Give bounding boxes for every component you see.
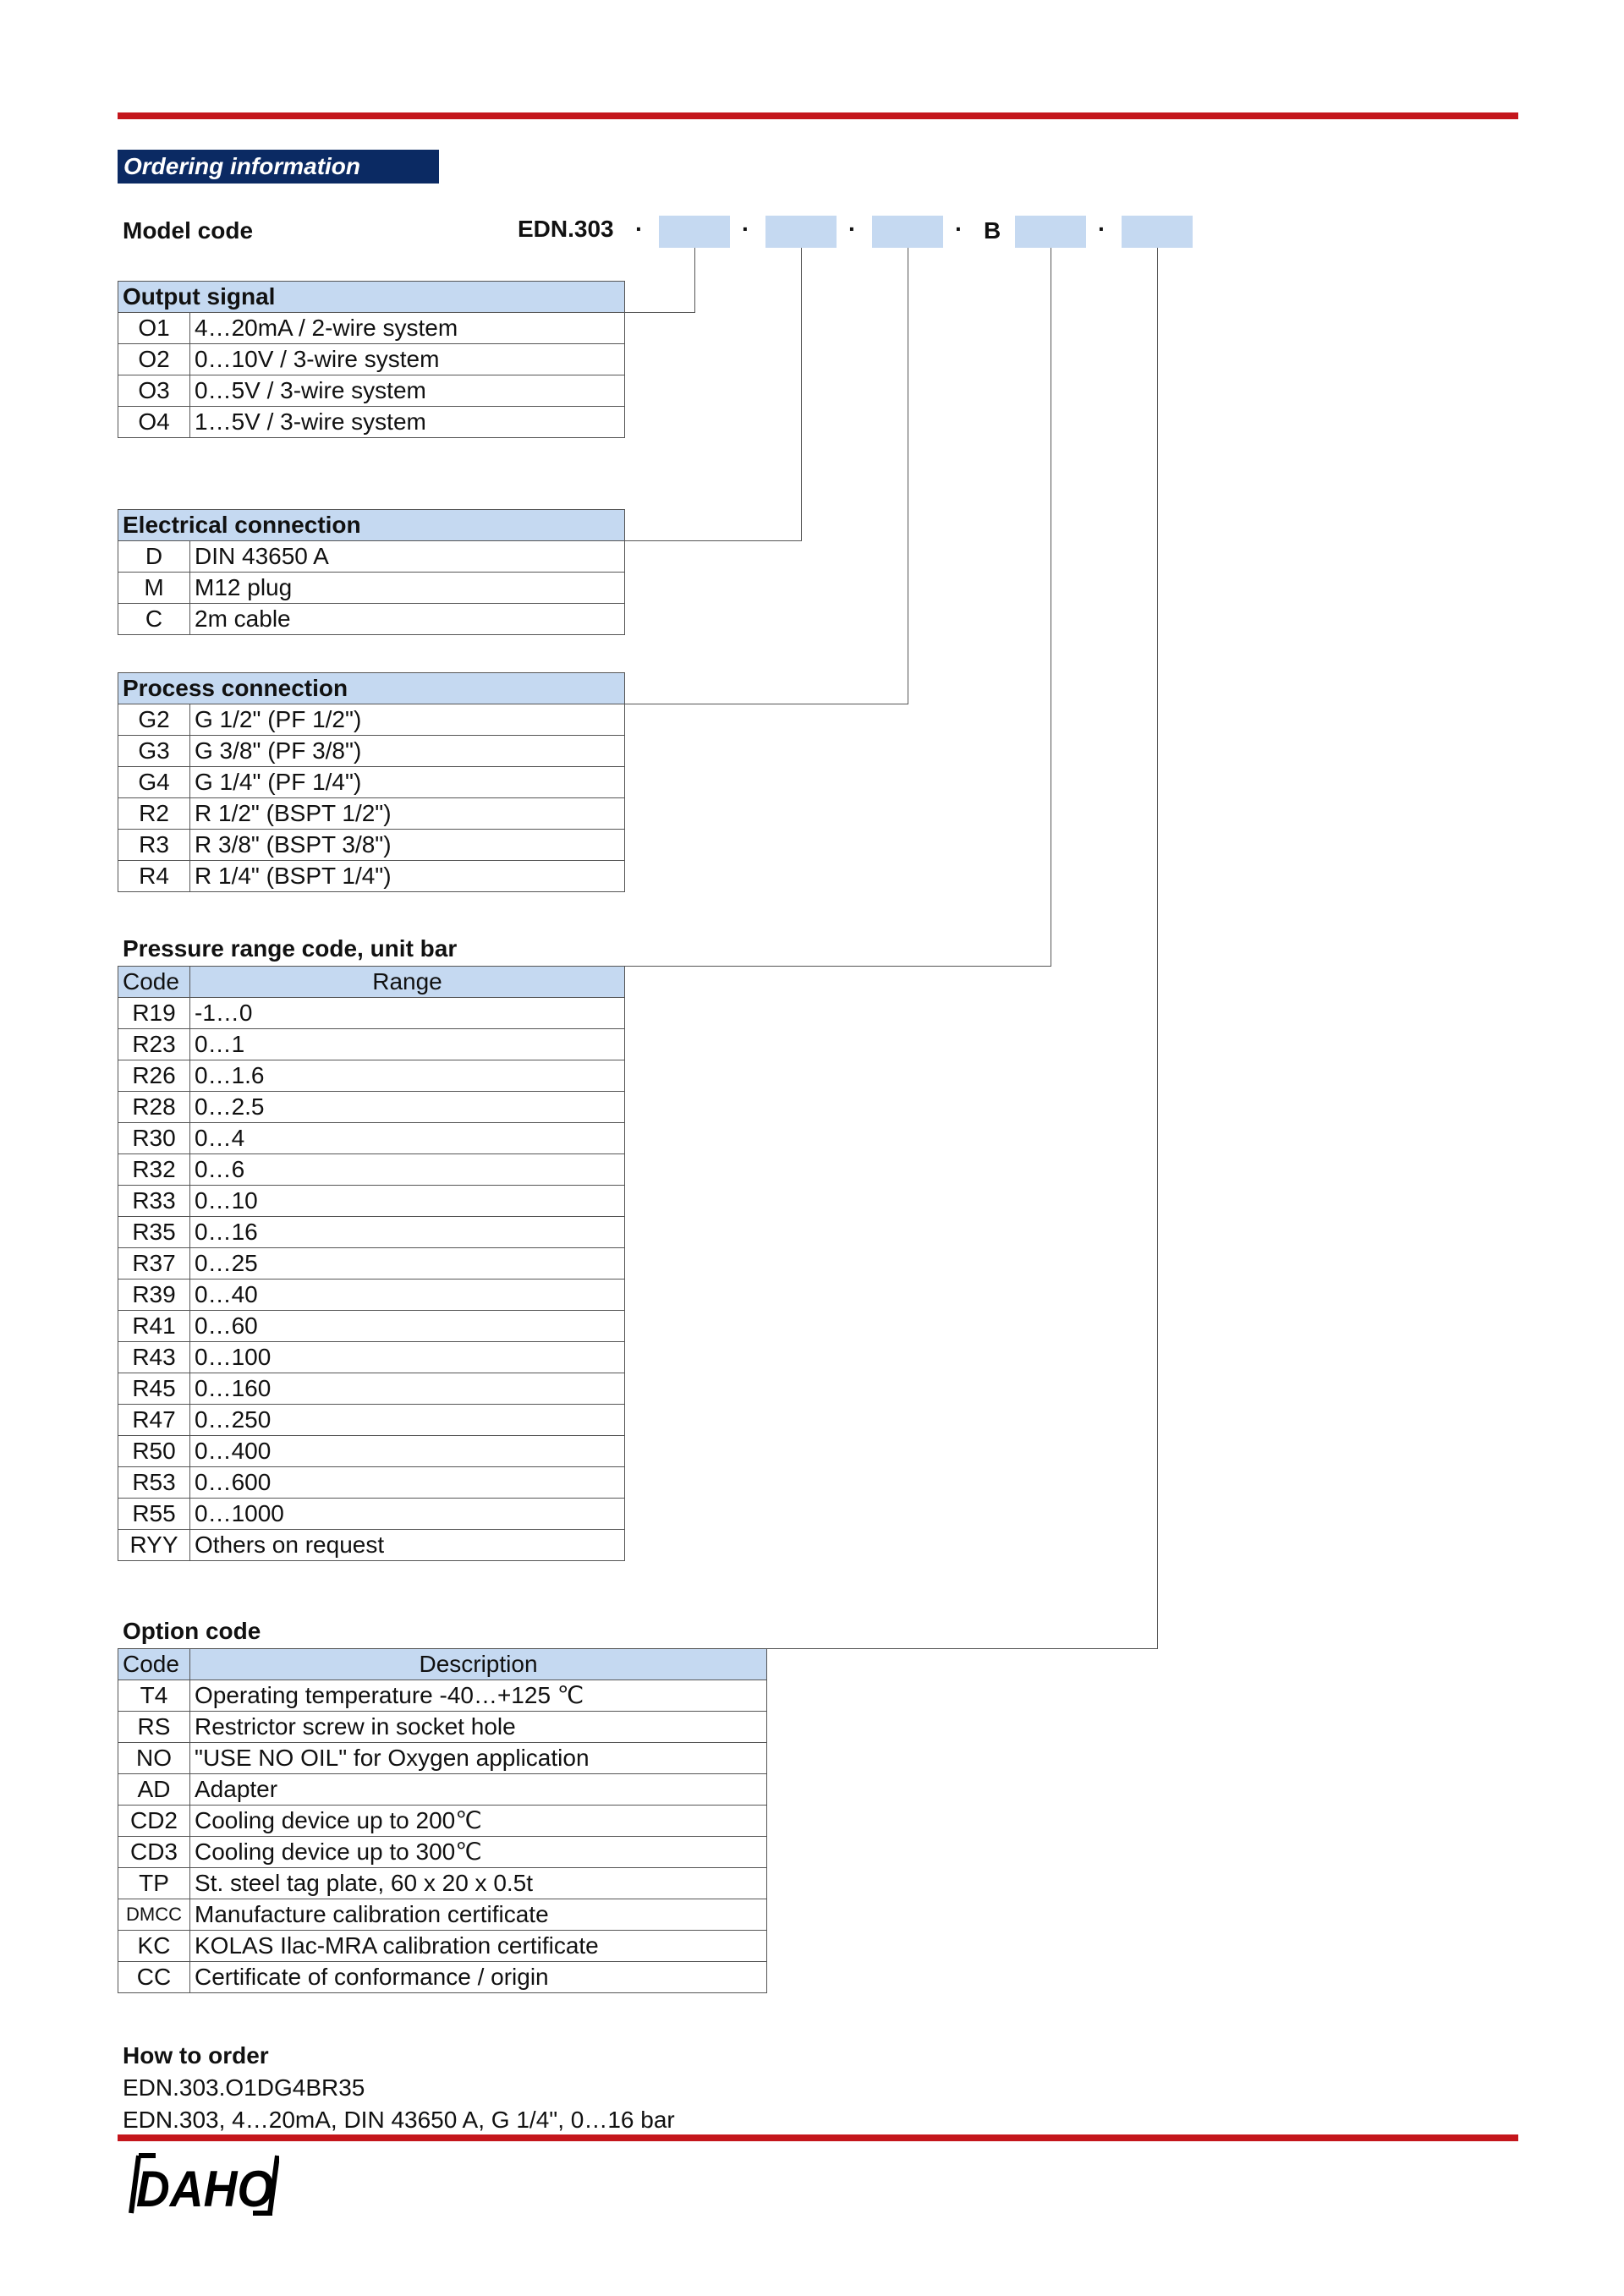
table-row: G3 G 3/8" (PF 3/8")	[118, 736, 625, 767]
table-row: R2 R 1/2" (BSPT 1/2")	[118, 798, 625, 830]
slot-electrical-connection	[765, 216, 837, 248]
connector-line	[625, 540, 802, 541]
code-cell: R47	[118, 1405, 190, 1436]
table-row	[118, 1405, 625, 1436]
table-row: R4 R 1/4" (BSPT 1/4")	[118, 861, 625, 892]
description-cell: 0…25	[190, 1248, 625, 1280]
table-row	[118, 1868, 767, 1899]
description-cell: 0…1.6	[190, 1060, 625, 1092]
table-row: G2 G 1/2" (PF 1/2")	[118, 704, 625, 736]
pressure-range-title: Pressure range code, unit bar	[123, 935, 458, 962]
code-cell: R37	[118, 1248, 190, 1280]
model-separator: ·	[635, 216, 644, 242]
table-row	[118, 1899, 767, 1931]
description-cell: Cooling device up to 200℃	[190, 1806, 767, 1837]
table-row: M M12 plug	[118, 573, 625, 604]
table-row	[118, 1436, 625, 1467]
description-cell: Manufacture calibration certificate	[190, 1899, 767, 1931]
description-cell: KOLAS Ilac-MRA calibration certificate	[190, 1931, 767, 1962]
description-cell: 0…1	[190, 1029, 625, 1060]
code-cell: R28	[118, 1092, 190, 1123]
code-cell: TP	[118, 1868, 190, 1899]
code-cell: R43	[118, 1342, 190, 1373]
connector-line	[625, 312, 695, 313]
table-row	[118, 1467, 625, 1499]
code-cell: R30	[118, 1123, 190, 1154]
section-title: Ordering information	[118, 150, 439, 184]
how-to-order-example-code: EDN.303.O1DG4BR35	[123, 2074, 365, 2101]
code-cell: R19	[118, 998, 190, 1029]
model-code-label: Model code	[123, 217, 254, 244]
description-cell: 0…60	[190, 1311, 625, 1342]
code-cell: KC	[118, 1931, 190, 1962]
table-row	[118, 1311, 625, 1342]
column-header: Range	[190, 967, 625, 998]
description-cell: 0…2.5	[190, 1092, 625, 1123]
table-row	[118, 998, 625, 1029]
code-cell: NO	[118, 1743, 190, 1774]
description-cell: -1…0	[190, 998, 625, 1029]
column-header: Code	[118, 1649, 190, 1680]
table-row: D DIN 43650 A	[118, 541, 625, 573]
description-cell: Restrictor screw in socket hole	[190, 1712, 767, 1743]
option-code-table	[118, 1648, 767, 1993]
table-row: O4 1…5V / 3-wire system	[118, 407, 625, 438]
code-cell: CC	[118, 1962, 190, 1993]
connector-line	[1157, 248, 1158, 1648]
code-cell: CD3	[118, 1837, 190, 1868]
table-row: C 2m cable	[118, 604, 625, 635]
table-row	[118, 1029, 625, 1060]
slot-pressure-range	[1015, 216, 1086, 248]
description-cell: "USE NO OIL" for Oxygen application	[190, 1743, 767, 1774]
table-row	[118, 1530, 625, 1561]
table-row	[118, 1123, 625, 1154]
code-cell: CD2	[118, 1806, 190, 1837]
code-cell: DMCC	[118, 1899, 190, 1931]
how-to-order-title: How to order	[123, 2042, 269, 2069]
table-row	[118, 1931, 767, 1962]
slot-option-code	[1122, 216, 1193, 248]
description-cell: 0…600	[190, 1467, 625, 1499]
slot-process-connection	[872, 216, 943, 248]
code-cell: R26	[118, 1060, 190, 1092]
description-cell: 0…160	[190, 1373, 625, 1405]
output-signal-table	[118, 281, 625, 438]
process-connection-table	[118, 672, 625, 892]
table-row	[118, 1373, 625, 1405]
description-cell: 0…250	[190, 1405, 625, 1436]
table-row	[118, 1806, 767, 1837]
description-cell: 0…40	[190, 1280, 625, 1311]
table-row	[118, 1342, 625, 1373]
connector-line	[766, 1648, 1158, 1649]
code-cell: R45	[118, 1373, 190, 1405]
connector-line	[625, 966, 1051, 967]
model-separator: ·	[955, 216, 963, 242]
code-cell: R35	[118, 1217, 190, 1248]
pressure-range-table	[118, 966, 625, 1561]
code-cell: R23	[118, 1029, 190, 1060]
description-cell: 0…16	[190, 1217, 625, 1248]
how-to-order-example-desc: EDN.303, 4…20mA, DIN 43650 A, G 1/4", 0…16 bar	[123, 2107, 675, 2133]
description-cell: Certificate of conformance / origin	[190, 1962, 767, 1993]
description-cell: 0…100	[190, 1342, 625, 1373]
code-cell: R50	[118, 1436, 190, 1467]
description-cell: Adapter	[190, 1774, 767, 1806]
electrical-connection-table	[118, 509, 625, 635]
table-row	[118, 1092, 625, 1123]
table-row	[118, 1743, 767, 1774]
process-connection-title: Process connection	[118, 673, 625, 704]
code-cell: R32	[118, 1154, 190, 1186]
code-cell: RS	[118, 1712, 190, 1743]
table-row: R3 R 3/8" (BSPT 3/8")	[118, 830, 625, 861]
code-cell: R55	[118, 1499, 190, 1530]
code-cell: R41	[118, 1311, 190, 1342]
connector-line	[694, 248, 695, 312]
table-row	[118, 1186, 625, 1217]
model-prefix: EDN.303	[518, 216, 614, 242]
connector-line	[801, 248, 802, 540]
model-fixed-letter: B	[984, 217, 1001, 244]
table-row	[118, 1060, 625, 1092]
header-rule	[118, 112, 1518, 119]
electrical-connection-title: Electrical connection	[118, 510, 625, 541]
description-cell: Others on request	[190, 1530, 625, 1561]
option-code-title: Option code	[123, 1618, 261, 1644]
table-row	[118, 1154, 625, 1186]
description-cell: 0…6	[190, 1154, 625, 1186]
footer-rule	[118, 2134, 1518, 2141]
table-row: G4 G 1/4" (PF 1/4")	[118, 767, 625, 798]
description-cell: 0…400	[190, 1436, 625, 1467]
code-cell: R33	[118, 1186, 190, 1217]
code-cell: R53	[118, 1467, 190, 1499]
logo-text: DAHO	[135, 2161, 274, 2218]
table-row	[118, 1680, 767, 1712]
model-separator: ·	[1098, 216, 1106, 242]
code-cell: T4	[118, 1680, 190, 1712]
description-cell: St. steel tag plate, 60 x 20 x 0.5t	[190, 1868, 767, 1899]
table-row	[118, 1774, 767, 1806]
model-separator: ·	[742, 216, 750, 242]
column-header: Description	[190, 1649, 767, 1680]
description-cell: 0…10	[190, 1186, 625, 1217]
slot-output-signal	[659, 216, 730, 248]
code-cell: AD	[118, 1774, 190, 1806]
description-cell: 0…4	[190, 1123, 625, 1154]
table-row	[118, 1280, 625, 1311]
code-cell: R39	[118, 1280, 190, 1311]
model-separator: ·	[848, 216, 857, 242]
code-cell: RYY	[118, 1530, 190, 1561]
table-row	[118, 1499, 625, 1530]
column-header: Code	[118, 967, 190, 998]
table-row: O1 4…20mA / 2-wire system	[118, 313, 625, 344]
description-cell: Cooling device up to 300℃	[190, 1837, 767, 1868]
table-row: O3 0…5V / 3-wire system	[118, 375, 625, 407]
table-row	[118, 1837, 767, 1868]
description-cell: Operating temperature -40…+125 ℃	[190, 1680, 767, 1712]
description-cell: 0…1000	[190, 1499, 625, 1530]
table-row	[118, 1248, 625, 1280]
table-row	[118, 1217, 625, 1248]
table-row	[118, 1962, 767, 1993]
table-row: O2 0…10V / 3-wire system	[118, 344, 625, 375]
table-row	[118, 1712, 767, 1743]
output-signal-title: Output signal	[118, 282, 625, 313]
daho-logo	[129, 2149, 279, 2218]
